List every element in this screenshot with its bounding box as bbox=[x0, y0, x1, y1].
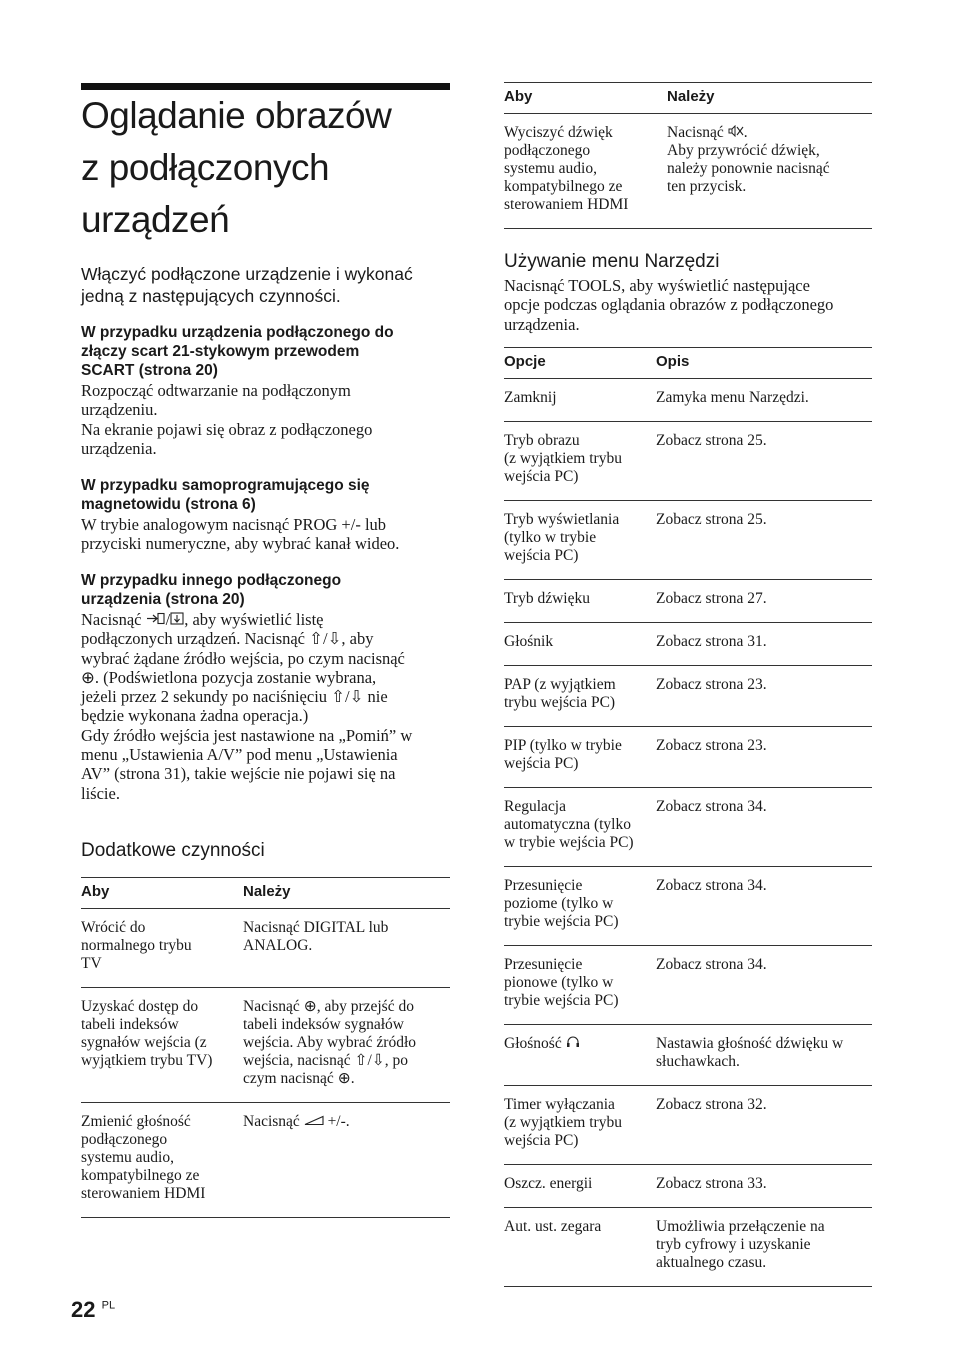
text: / bbox=[165, 610, 171, 629]
table-row bbox=[504, 580, 872, 623]
heading-line: magnetowidu (strona 6) bbox=[81, 496, 256, 513]
heading-line: W przypadku urządzenia podłączonego do bbox=[81, 324, 394, 341]
body-line: urządzeniu. bbox=[81, 400, 158, 420]
table-row bbox=[504, 946, 872, 1025]
body-line: Gdy źródło wejścia jest nastawione na „Pomiń” w bbox=[81, 725, 413, 745]
enter-icon: ⊕ bbox=[81, 667, 95, 687]
text: / bbox=[344, 687, 350, 707]
cell-line: Timer wyłączania bbox=[504, 1096, 615, 1113]
body-line: W trybie analogowym nacisnąć PROG +/- lub bbox=[81, 515, 387, 534]
heading-line: W przypadku innego podłączonego bbox=[81, 572, 342, 589]
cell-line: tabeli indeksów bbox=[81, 1016, 179, 1033]
down-icon: ⇩ bbox=[327, 629, 342, 649]
body-line: AV” (strona 31), takie wejście nie pojawi się na bbox=[81, 764, 396, 784]
table-row bbox=[81, 1103, 450, 1218]
description-cell bbox=[656, 580, 872, 623]
text: . bbox=[350, 1070, 355, 1087]
cell-line: Zobacz strona 27. bbox=[656, 590, 767, 607]
option-cell bbox=[504, 666, 656, 727]
heading-line: SCART (strona 20) bbox=[81, 362, 218, 379]
table-row bbox=[504, 1025, 872, 1086]
cell-line bbox=[667, 124, 866, 142]
page-title-line: urządzeń bbox=[81, 199, 230, 240]
cell-line: trybie wejścia PC) bbox=[504, 992, 619, 1009]
down-icon: ⇩ bbox=[371, 1052, 385, 1069]
body-line: Nacisnąć TOOLS, aby wyświetlić następujące bbox=[504, 276, 810, 295]
description-cell bbox=[656, 422, 872, 501]
option-cell bbox=[504, 422, 656, 501]
cell-line: (tylko w trybie bbox=[504, 529, 597, 546]
cell-line: Nacisnąć DIGITAL lub bbox=[243, 919, 389, 936]
cell-line: Oszcz. energii bbox=[504, 1175, 593, 1192]
cell-line: Zobacz strona 31. bbox=[656, 633, 767, 650]
cell-line: Tryb wyświetlania bbox=[504, 511, 620, 528]
text: , aby bbox=[341, 629, 374, 649]
table-cell bbox=[243, 988, 450, 1103]
cell-line: Tryb dźwięku bbox=[504, 590, 590, 607]
up-icon: ⇧ bbox=[331, 687, 345, 707]
cell-line: wejścia PC) bbox=[504, 1132, 579, 1149]
body-line bbox=[81, 668, 450, 687]
body-line bbox=[81, 687, 450, 706]
cell-line: poziome (tylko w bbox=[504, 895, 614, 912]
body-line: menu „Ustawienia A/V” pod menu „Ustawienia bbox=[81, 745, 398, 765]
cell-line: ANALOG. bbox=[243, 937, 313, 954]
table-cell bbox=[81, 1103, 243, 1218]
additional-heading: Dodatkowe czynności bbox=[81, 840, 265, 861]
table-cell bbox=[81, 909, 243, 988]
tools-table-body bbox=[504, 379, 872, 1287]
cell-line: Wrócić do bbox=[81, 919, 146, 936]
cell-line: ten przycisk. bbox=[667, 178, 747, 195]
cell-line: (z wyjątkiem trybu bbox=[504, 1114, 622, 1131]
cell-line: pionowe (tylko w bbox=[504, 974, 614, 991]
description-cell bbox=[656, 1025, 872, 1086]
body-line: urządzenia. bbox=[81, 438, 157, 458]
text: Nacisnąć bbox=[243, 1113, 304, 1130]
table-row bbox=[504, 788, 872, 867]
text: czym nacisnąć bbox=[243, 1070, 338, 1087]
cell-line: Zobacz strona 33. bbox=[656, 1175, 767, 1192]
table-row bbox=[504, 379, 872, 422]
body-line bbox=[81, 610, 450, 629]
cell-line: Zobacz strona 34. bbox=[656, 798, 767, 815]
cell-line bbox=[243, 1113, 444, 1131]
option-cell bbox=[504, 727, 656, 788]
mute-table bbox=[504, 82, 872, 229]
text: . bbox=[743, 124, 748, 141]
tools-intro bbox=[504, 276, 872, 334]
vcr-heading bbox=[81, 476, 450, 514]
cell-line: Przesunięcie bbox=[504, 956, 583, 973]
table-row bbox=[504, 727, 872, 788]
page-number bbox=[71, 1297, 115, 1323]
cell-line: automatyczna (tylko bbox=[504, 816, 631, 833]
cell-line: Umożliwia przełączenie na bbox=[656, 1218, 825, 1235]
option-cell bbox=[504, 867, 656, 946]
page-number-value: 22 bbox=[71, 1297, 96, 1322]
table-cell bbox=[504, 114, 667, 229]
column-header: Opcje bbox=[504, 348, 656, 379]
down-icon: ⇩ bbox=[349, 687, 364, 707]
cell-line bbox=[243, 1070, 444, 1088]
page-title-line: z podłączonych bbox=[81, 147, 330, 188]
cell-line: Aut. ust. zegara bbox=[504, 1218, 602, 1235]
option-cell bbox=[504, 379, 656, 422]
other-heading bbox=[81, 571, 450, 609]
option-cell bbox=[504, 580, 656, 623]
tools-heading: Używanie menu Narzędzi bbox=[504, 251, 720, 272]
text: wejścia, nacisnąć bbox=[243, 1052, 355, 1069]
description-cell bbox=[656, 666, 872, 727]
description-cell bbox=[656, 946, 872, 1025]
column-header: Aby bbox=[81, 878, 243, 909]
headphones-icon bbox=[566, 1035, 580, 1053]
table-cell bbox=[243, 1103, 450, 1218]
cell-line: systemu audio, bbox=[504, 160, 597, 177]
table-row bbox=[81, 909, 450, 988]
cell-line: TV bbox=[81, 955, 102, 972]
table-header-row bbox=[81, 878, 450, 909]
volume-icon bbox=[304, 1113, 324, 1131]
option-cell bbox=[504, 1208, 656, 1287]
body-line: wybrać żądane źródło wejścia, po czym nacisnąć bbox=[81, 648, 405, 668]
table-row bbox=[504, 501, 872, 580]
cell-line: Zamyka menu Narzędzi. bbox=[656, 389, 809, 406]
option-cell bbox=[504, 1025, 656, 1086]
text: podłączonych urządzeń. Nacisnąć bbox=[81, 629, 310, 649]
enter-icon: ⊕ bbox=[337, 1070, 351, 1087]
additional-table bbox=[81, 877, 450, 1218]
column-header: Należy bbox=[243, 878, 450, 909]
cell-line: słuchawkach. bbox=[656, 1053, 740, 1070]
body-line bbox=[81, 629, 450, 648]
option-cell bbox=[504, 501, 656, 580]
table-row bbox=[504, 1208, 872, 1287]
intro-text bbox=[81, 263, 450, 307]
cell-line: kompatybilnego ze bbox=[81, 1167, 200, 1184]
text: jeżeli przez 2 sekundy po naciśnięciu bbox=[81, 687, 332, 707]
intro-line: Włączyć podłączone urządzenie i wykonać bbox=[81, 264, 413, 284]
cell-line: Zobacz strona 34. bbox=[656, 877, 767, 894]
body-line: liście. bbox=[81, 783, 120, 803]
cell-line: sterowaniem HDMI bbox=[504, 196, 629, 213]
cell-line: w trybie wejścia PC) bbox=[504, 834, 634, 851]
cell-line: Aby przywrócić dźwięk, bbox=[667, 142, 820, 159]
description-cell bbox=[656, 623, 872, 666]
text: Nacisnąć bbox=[81, 610, 146, 629]
input-alt-icon bbox=[170, 610, 184, 629]
description-cell bbox=[656, 1165, 872, 1208]
body-line: urządzenia. bbox=[504, 314, 580, 334]
table-row bbox=[504, 1165, 872, 1208]
table-header-row bbox=[504, 83, 872, 114]
scart-body bbox=[81, 381, 450, 458]
table-row bbox=[504, 114, 872, 229]
description-cell bbox=[656, 1208, 872, 1287]
cell-line: Zobacz strona 32. bbox=[656, 1096, 767, 1113]
page-title-line: Oglądanie obrazów bbox=[81, 95, 392, 136]
description-cell bbox=[656, 788, 872, 867]
cell-line: PIP (tylko w trybie bbox=[504, 737, 622, 754]
cell-line: systemu audio, bbox=[81, 1149, 174, 1166]
description-cell bbox=[656, 1086, 872, 1165]
body-line: będzie wykonana żadna operacja.) bbox=[81, 706, 309, 726]
cell-line: Uzyskać dostęp do bbox=[81, 998, 199, 1015]
table-row bbox=[504, 422, 872, 501]
cell-line: wejścia. Aby wybrać źródło bbox=[243, 1034, 417, 1051]
cell-line: podłączonego bbox=[81, 1131, 168, 1148]
cell-line: trybie wejścia PC) bbox=[504, 913, 619, 930]
heading-line: urządzenia (strona 20) bbox=[81, 591, 245, 608]
column-header: Należy bbox=[667, 83, 872, 114]
cell-line: Nastawia głośność dźwięku w bbox=[656, 1035, 844, 1052]
description-cell bbox=[656, 727, 872, 788]
cell-line: sterowaniem HDMI bbox=[81, 1185, 206, 1202]
cell-line: Regulacja bbox=[504, 798, 566, 815]
table-cell bbox=[81, 988, 243, 1103]
cell-line: Tryb obrazu bbox=[504, 432, 580, 449]
cell-line: Wyciszyć dźwięk bbox=[504, 124, 613, 141]
vcr-body bbox=[81, 515, 450, 554]
cell-line: Zamknij bbox=[504, 389, 557, 406]
cell-line: trybu wejścia PC) bbox=[504, 694, 616, 711]
description-cell bbox=[656, 501, 872, 580]
scart-heading bbox=[81, 323, 450, 380]
table-row bbox=[504, 1086, 872, 1165]
cell-line: Głośność bbox=[504, 1035, 562, 1052]
table-row bbox=[81, 988, 450, 1103]
mute-icon bbox=[728, 124, 744, 142]
cell-line: Zobacz strona 25. bbox=[656, 432, 767, 449]
cell-line: wejścia PC) bbox=[504, 547, 579, 564]
cell-line: (z wyjątkiem trybu bbox=[504, 450, 622, 467]
cell-line: wejścia PC) bbox=[504, 755, 579, 772]
column-header: Opis bbox=[656, 348, 872, 379]
cell-line bbox=[243, 1052, 444, 1070]
text: . (Podświetlona pozycja zostanie wybrana, bbox=[94, 667, 377, 687]
option-cell bbox=[504, 1086, 656, 1165]
text: / bbox=[322, 629, 328, 649]
option-cell bbox=[504, 788, 656, 867]
cell-line: aktualnego czasu. bbox=[656, 1254, 767, 1271]
cell-line bbox=[243, 998, 444, 1016]
table-row bbox=[504, 867, 872, 946]
text: Nacisnąć bbox=[243, 998, 304, 1015]
option-cell bbox=[504, 623, 656, 666]
body-line: Na ekranie pojawi się obraz z podłączonego bbox=[81, 419, 373, 439]
cell-line: normalnego trybu bbox=[81, 937, 192, 954]
text: +/-. bbox=[323, 1113, 350, 1130]
intro-line: jedną z następujących czynności. bbox=[81, 286, 341, 306]
cell-line: należy ponownie nacisnąć bbox=[667, 160, 830, 177]
text: nie bbox=[363, 687, 388, 707]
cell-line: wyjątkiem trybu TV) bbox=[81, 1052, 213, 1069]
body-line: Rozpocząć odtwarzanie na podłączonym bbox=[81, 381, 351, 400]
option-cell bbox=[504, 946, 656, 1025]
description-cell bbox=[656, 867, 872, 946]
body-line: opcje podczas oglądania obrazów z podłączonego bbox=[504, 295, 834, 315]
cell-line: sygnałów wejścia (z bbox=[81, 1034, 207, 1051]
cell-line: Zobacz strona 23. bbox=[656, 737, 767, 754]
text: , aby wyświetlić listę bbox=[184, 610, 324, 629]
cell-line: Głośnik bbox=[504, 633, 554, 650]
text: Nacisnąć bbox=[667, 124, 728, 141]
page-title bbox=[81, 90, 450, 246]
body-line: przyciski numeryczne, aby wybrać kanał wideo. bbox=[81, 534, 400, 554]
cell-line: podłączonego bbox=[504, 142, 591, 159]
other-body bbox=[81, 610, 450, 803]
cell-line: tabeli indeksów sygnałów bbox=[243, 1016, 405, 1033]
cell-line: Zobacz strona 34. bbox=[656, 956, 767, 973]
cell-line: Zobacz strona 25. bbox=[656, 511, 767, 528]
heading-line: W przypadku samoprogramującego się bbox=[81, 477, 370, 494]
cell-line: Zmienić głośność bbox=[81, 1113, 191, 1130]
option-cell bbox=[504, 1165, 656, 1208]
text: , aby przejść do bbox=[316, 998, 414, 1015]
cell-line: tryb cyfrowy i uzyskanie bbox=[656, 1236, 811, 1253]
description-cell bbox=[656, 379, 872, 422]
up-icon: ⇧ bbox=[354, 1052, 368, 1069]
table-row bbox=[504, 623, 872, 666]
language-code: PL bbox=[101, 1299, 116, 1312]
table-cell bbox=[667, 114, 872, 229]
cell-line: wejścia PC) bbox=[504, 468, 579, 485]
table-row bbox=[504, 666, 872, 727]
cell-line: kompatybilnego ze bbox=[504, 178, 623, 195]
text: , po bbox=[384, 1052, 409, 1069]
cell-line: Przesunięcie bbox=[504, 877, 583, 894]
table-header-row bbox=[504, 348, 872, 379]
enter-icon: ⊕ bbox=[303, 998, 317, 1015]
title-rule bbox=[81, 83, 450, 90]
tools-table bbox=[504, 347, 872, 1287]
cell-line: Zobacz strona 23. bbox=[656, 676, 767, 693]
input-icon bbox=[146, 610, 166, 629]
up-icon: ⇧ bbox=[309, 629, 323, 649]
heading-line: złączy scart 21-stykowym przewodem bbox=[81, 343, 360, 360]
text: / bbox=[367, 1052, 372, 1069]
cell-line: PAP (z wyjątkiem bbox=[504, 676, 616, 693]
table-cell bbox=[243, 909, 450, 988]
column-header: Aby bbox=[504, 83, 667, 114]
